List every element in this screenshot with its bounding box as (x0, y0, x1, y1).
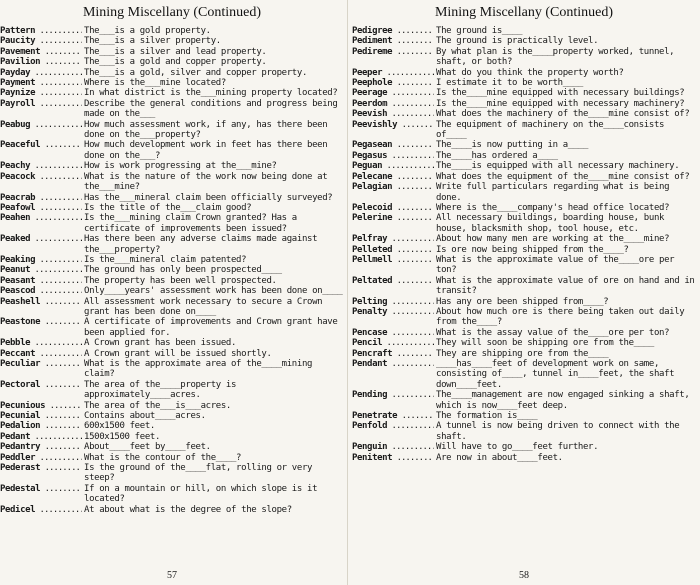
code-entry (0, 463, 344, 484)
code-meaning: Is the title of the___claim good? (84, 202, 252, 213)
code-entry (352, 161, 696, 171)
code-word: Peculiar ..... (0, 359, 82, 369)
code-entry (0, 359, 344, 380)
code-entry (352, 338, 696, 348)
code-word: Pedestal ..... (0, 484, 82, 494)
code-entry (352, 442, 696, 452)
code-word: Penguin ..... (352, 442, 434, 452)
code-meaning: They are shipping ore from the____ (436, 348, 609, 359)
code-meaning: In what district is the___mining property located? (84, 88, 338, 99)
code-word: Pedant ..... (0, 432, 82, 442)
code-entry (0, 140, 344, 161)
code-meaning: I estimate it to be worth____ (436, 78, 583, 89)
code-word: Payment ..... (0, 78, 82, 88)
code-entry (352, 411, 696, 421)
code-word: Penfold ..... (352, 421, 434, 431)
code-word: Pavement ..... (0, 47, 82, 57)
code-entry (0, 255, 344, 265)
code-word: Pendant ..... (352, 359, 434, 369)
code-entry (352, 255, 696, 276)
code-word: Peaking ..... (0, 255, 82, 265)
code-word: Peevishly ..... (352, 120, 434, 130)
code-entry (0, 286, 344, 296)
code-word: Peasant ..... (0, 276, 82, 286)
code-word: Pavilion ..... (0, 57, 82, 67)
code-meaning: The___is a gold property. (84, 26, 211, 36)
code-entry (352, 245, 696, 255)
code-entry (352, 109, 696, 119)
code-meaning: At about what is the degree of the slope? (84, 504, 292, 515)
code-entry (0, 99, 344, 120)
code-word: Pedireme ..... (352, 47, 434, 57)
code-word: Peastone ..... (0, 317, 82, 327)
code-meaning: What is the approximate area of the____mining claim? (84, 359, 313, 380)
code-meaning: All assessment work necessary to secure a Crown grant has been done on____ (84, 296, 323, 317)
code-entry (0, 193, 344, 203)
code-entry (352, 234, 696, 244)
code-meaning: 1500x1500 feet. (84, 431, 161, 442)
code-meaning: The___is a silver and lead property. (84, 46, 267, 57)
code-word: Penitent ..... (352, 453, 434, 463)
code-word: Pectoral ..... (0, 380, 82, 390)
code-entry (0, 78, 344, 88)
code-meaning: The____has ordered a____ (436, 150, 558, 161)
code-entry (352, 88, 696, 98)
code-meaning: Where is the___mine located? (84, 78, 226, 89)
code-entry (352, 276, 696, 297)
code-entry (352, 328, 696, 338)
code-meaning: By what plan is the____property worked, tunnel, shaft, or both? (436, 46, 675, 68)
page-title: Mining Miscellany (Continued) (82, 5, 262, 20)
code-word: Pelecoid ..... (352, 203, 434, 213)
code-meaning: How much development work in feet has there been done on the___? (84, 140, 328, 161)
code-meaning: The formation is____ (436, 411, 538, 422)
code-entry (0, 349, 344, 359)
code-meaning: The___is a gold and copper property. (84, 57, 267, 68)
code-meaning: Is the ground of the____flat, rolling or very steep? (84, 463, 313, 484)
code-word: Peaceful ..... (0, 140, 82, 150)
code-word: Pelleted ..... (352, 245, 434, 255)
code-word: Peanut ..... (0, 265, 82, 275)
page-gutter (347, 0, 348, 585)
code-word: Peafowl ..... (0, 203, 82, 213)
code-meaning: A Crown grant has been issued. (84, 338, 237, 349)
code-meaning: What do you think the property worth? (436, 67, 624, 78)
code-word: Peddler ..... (0, 453, 82, 463)
code-word: Peephole ..... (352, 78, 434, 88)
code-entry (0, 401, 344, 411)
code-entry (0, 68, 344, 78)
code-word: Penetrate ..... (352, 411, 434, 421)
code-word: Payday ..... (0, 68, 82, 78)
code-meaning: Is the___mineral claim patented? (84, 254, 247, 265)
code-word: Pelfray ..... (352, 234, 434, 244)
code-meaning: The___is a gold, silver and copper property. (84, 67, 308, 78)
code-entry (0, 161, 344, 171)
page-title: Mining Miscellany (Continued) (434, 5, 614, 20)
code-word: Pattern ..... (0, 26, 82, 36)
code-meaning: All necessary buildings, boarding house, bunk house, blacksmith shop, tool house, etc. (436, 213, 665, 234)
code-meaning: Is ore now being shipped from the____? (436, 244, 629, 255)
code-word: Paucity ..... (0, 36, 82, 46)
code-meaning: A certificate of improvements and Crown grant have been applied for. (84, 317, 338, 338)
code-meaning: Has any ore been shipped from____? (436, 296, 609, 307)
code-word: Pediment ..... (352, 36, 434, 46)
code-meaning: The ground has only been prospected____ (84, 265, 282, 276)
code-word: Peacrab ..... (0, 193, 82, 203)
code-word: Peabug ..... (0, 120, 82, 130)
code-word: Pecunial ..... (0, 411, 82, 421)
code-meaning: They will soon be shipping ore from the____ (436, 338, 654, 349)
code-entry (0, 297, 344, 318)
code-entry-list (0, 26, 344, 566)
code-word: Pegasean ..... (352, 140, 434, 150)
code-entry (352, 26, 696, 36)
code-meaning: The equipment of machinery on the____consists of____ (436, 119, 665, 141)
code-word: Peerdom ..... (352, 99, 434, 109)
code-entry (0, 484, 344, 505)
code-meaning: Where is the____company's head office located? (436, 202, 670, 213)
code-word: Penalty ..... (352, 307, 434, 317)
code-entry (0, 411, 344, 421)
code-meaning: A Crown grant will be issued shortly. (84, 348, 272, 359)
code-entry (352, 390, 696, 411)
code-meaning: Has the___mineral claim been officially surveyed? (84, 192, 333, 203)
code-entry (352, 99, 696, 109)
code-word: Peacock ..... (0, 172, 82, 182)
code-word: Payroll ..... (0, 99, 82, 109)
page-number: 57 (167, 570, 177, 581)
code-meaning: About____feet by____feet. (84, 442, 211, 453)
code-entry (0, 203, 344, 213)
code-meaning: How much assessment work, if any, has there been done on the___property? (84, 119, 328, 141)
code-word: Pelting ..... (352, 297, 434, 307)
code-entry (352, 182, 696, 203)
code-word: Pencase ..... (352, 328, 434, 338)
code-entry (352, 203, 696, 213)
code-word: Pederast ..... (0, 463, 82, 473)
code-entry (0, 276, 344, 286)
code-meaning: The____management are now engaged sinking a shaft, which is now____feet deep. (436, 390, 690, 411)
code-word: Pecunious ..... (0, 401, 82, 411)
code-entry (0, 265, 344, 275)
code-entry (0, 432, 344, 442)
code-meaning: The ground is practically level. (436, 36, 599, 47)
code-entry (0, 88, 344, 98)
code-word: Pelerine ..... (352, 213, 434, 223)
code-meaning: What is the approximate value of ore on hand and in transit? (436, 275, 695, 297)
code-meaning: Is the___mining claim Crown granted? Has a certificate of improvements been issued? (84, 213, 297, 234)
code-entry (0, 453, 344, 463)
code-meaning: Write full particulars regarding what is being done. (436, 182, 670, 203)
code-meaning: About how much ore is there being taken out daily from the____? (436, 306, 685, 328)
code-entry (0, 317, 344, 338)
code-entry (352, 172, 696, 182)
code-word: Pelagian ..... (352, 182, 434, 192)
code-word: Peachy ..... (0, 161, 82, 171)
code-word: Peashell ..... (0, 297, 82, 307)
right-page (352, 0, 696, 585)
code-word: Peerage ..... (352, 88, 434, 98)
code-meaning: What is the assay value of the____ore per ton? (436, 327, 670, 338)
code-word: Peahen ..... (0, 213, 82, 223)
code-word: Pedalion ..... (0, 421, 82, 431)
code-meaning: Is the____mine equipped with necessary buildings? (436, 88, 685, 99)
code-word: Pending ..... (352, 390, 434, 400)
code-word: Peltated ..... (352, 276, 434, 286)
code-meaning: The____is now putting in a____ (436, 140, 589, 151)
code-meaning: About how many men are working at the____mine? (436, 234, 670, 245)
code-word: Paynize ..... (0, 88, 82, 98)
code-entry (0, 338, 344, 348)
code-entry (0, 442, 344, 452)
code-meaning: 600x1500 feet. (84, 421, 155, 432)
code-meaning: Will have to go____feet further. (436, 442, 599, 453)
code-entry (352, 47, 696, 68)
code-word: Pencraft ..... (352, 349, 434, 359)
code-meaning: The ground is____ (436, 26, 523, 36)
code-entry (0, 47, 344, 57)
code-entry (0, 213, 344, 234)
code-entry (352, 359, 696, 390)
code-word: Pegasus ..... (352, 151, 434, 161)
code-word: Peccant ..... (0, 349, 82, 359)
code-entry (0, 26, 344, 36)
code-meaning: How is work progressing at the___mine? (84, 161, 277, 172)
code-entry (0, 120, 344, 141)
code-meaning: The____is equipped with all necessary machinery. (436, 161, 680, 172)
code-meaning: The area of the____property is approximately____acres. (84, 379, 237, 401)
code-entry (0, 57, 344, 67)
code-entry (352, 120, 696, 141)
code-meaning: The area of the___is___acres. (84, 400, 231, 411)
code-meaning: What is the contour of the____? (84, 452, 242, 463)
code-word: Pebble ..... (0, 338, 82, 348)
code-meaning: The___is a silver property. (84, 36, 221, 47)
code-meaning: If on a mountain or hill, on which slope is it located? (84, 483, 318, 505)
code-entry (352, 453, 696, 463)
code-word: Pellmell ..... (352, 255, 434, 265)
code-meaning: Describe the general conditions and progress being made on the___ (84, 98, 338, 120)
code-entry (352, 78, 696, 88)
code-entry (352, 297, 696, 307)
code-meaning: What does the equipment of the____mine consist of? (436, 171, 690, 182)
code-entry (352, 213, 696, 234)
code-word: Peascod ..... (0, 286, 82, 296)
code-word: Peaked ..... (0, 234, 82, 244)
code-word: Pedantry ..... (0, 442, 82, 452)
code-word: Pelecane ..... (352, 172, 434, 182)
code-meaning: Contains about____acres. (84, 411, 206, 422)
code-entry (352, 68, 696, 78)
code-entry-list (352, 26, 696, 566)
code-meaning: A tunnel is now being driven to connect with the shaft. (436, 421, 680, 442)
code-meaning: What is the approximate value of the____ore per ton? (436, 254, 675, 276)
code-entry (352, 36, 696, 46)
code-entry (0, 380, 344, 401)
code-meaning: What does the machinery of the____mine consist of? (436, 109, 690, 120)
code-meaning: Are now in about____feet. (436, 452, 563, 463)
code-word: Pencil ..... (352, 338, 434, 348)
left-page (0, 0, 344, 585)
code-entry (0, 505, 344, 515)
code-meaning: ____has____feet of development work on same, consisting of____, tunnel in____feet, the shaft down____feet. (436, 359, 675, 390)
code-entry (0, 172, 344, 193)
code-word: Peeper ..... (352, 68, 434, 78)
code-meaning: What is the nature of the work now being done at the___mine? (84, 171, 328, 193)
code-entry (352, 349, 696, 359)
code-entry (0, 421, 344, 431)
code-entry (0, 234, 344, 255)
code-entry (352, 140, 696, 150)
code-word: Pedigree ..... (352, 26, 434, 36)
code-word: Peevish ..... (352, 109, 434, 119)
code-meaning: Only____years' assessment work has been done on____ (84, 286, 343, 297)
code-meaning: Has there been any adverse claims made against the___property? (84, 234, 318, 255)
code-meaning: The property has been well prospected. (84, 275, 277, 286)
code-word: Pedicel ..... (0, 505, 82, 515)
code-meaning: Is the____mine equipped with necessary machinery? (436, 98, 685, 109)
code-entry (352, 151, 696, 161)
code-entry (352, 307, 696, 328)
code-entry (0, 36, 344, 46)
code-word: Peguan ..... (352, 161, 434, 171)
code-entry (352, 421, 696, 442)
page-number: 58 (519, 570, 529, 581)
